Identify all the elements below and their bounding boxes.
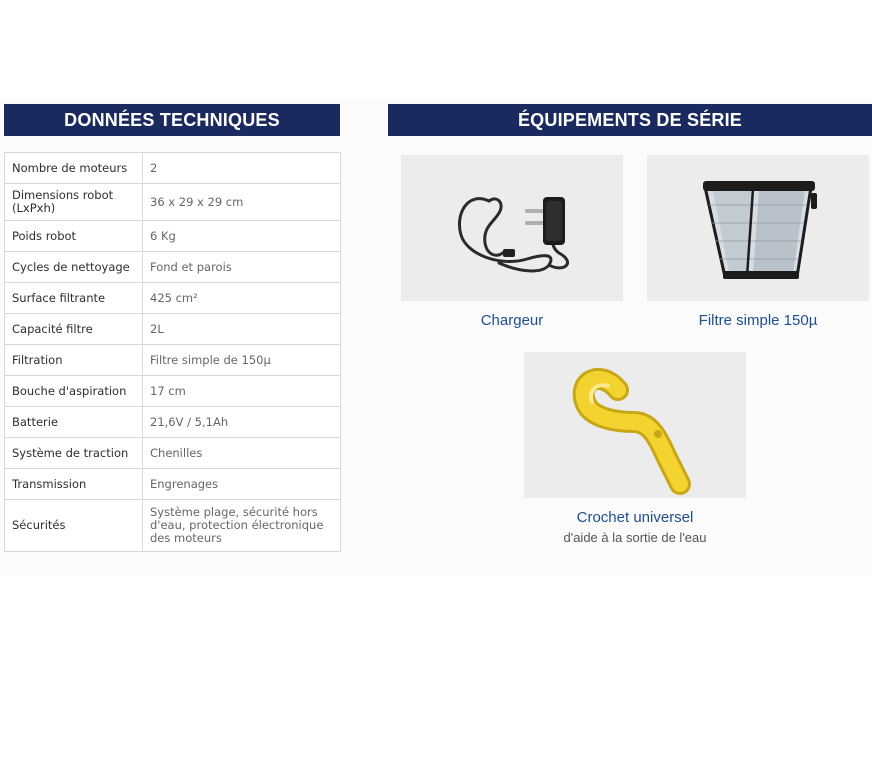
- standard-equipment-banner: ÉQUIPEMENTS DE SÉRIE: [388, 104, 872, 136]
- spec-value: 425 cm²: [143, 283, 341, 314]
- spec-value: 2L: [143, 314, 341, 345]
- charger-image: [401, 155, 623, 301]
- table-row: [5, 221, 341, 252]
- spec-label: Cycles de nettoyage: [5, 252, 143, 283]
- spec-label: Poids robot: [5, 221, 143, 252]
- spec-value: 6 Kg: [143, 221, 341, 252]
- table-row: [5, 469, 341, 500]
- charger-caption: Chargeur: [480, 312, 544, 329]
- spec-label: Bouche d'aspiration: [5, 376, 143, 407]
- table-row: [5, 153, 341, 184]
- spec-value: Chenilles: [143, 438, 341, 469]
- charger-icon: [401, 155, 623, 301]
- spec-label: Dimensions robot (LxPxh): [5, 184, 143, 221]
- spec-value: 17 cm: [143, 376, 341, 407]
- spec-label: Sécurités: [5, 500, 143, 552]
- spec-label: Surface filtrante: [5, 283, 143, 314]
- hook-subcaption: d'aide à la sortie de l'eau: [563, 530, 707, 545]
- filter-image: [647, 155, 869, 301]
- spec-label: Capacité filtre: [5, 314, 143, 345]
- filter-basket-icon: [647, 155, 869, 301]
- table-row: [5, 314, 341, 345]
- table-row: [5, 283, 341, 314]
- hook-icon: [524, 352, 746, 498]
- hook-caption: Crochet universel: [576, 509, 694, 526]
- table-row: [5, 252, 341, 283]
- table-row: [5, 500, 341, 552]
- table-row: [5, 407, 341, 438]
- spec-value: Système plage, sécurité hors d'eau, protection électronique des moteurs: [143, 500, 341, 552]
- spec-label: Nombre de moteurs: [5, 153, 143, 184]
- spec-label: Filtration: [5, 345, 143, 376]
- spec-value: Engrenages: [143, 469, 341, 500]
- spec-label: Transmission: [5, 469, 143, 500]
- spec-value: 21,6V / 5,1Ah: [143, 407, 341, 438]
- spec-value: Filtre simple de 150µ: [143, 345, 341, 376]
- table-row: [5, 438, 341, 469]
- specs-table: [4, 152, 341, 552]
- spec-value: Fond et parois: [143, 252, 341, 283]
- spec-value: 2: [143, 153, 341, 184]
- table-row: [5, 376, 341, 407]
- table-row: [5, 184, 341, 221]
- spec-label: Batterie: [5, 407, 143, 438]
- table-row: [5, 345, 341, 376]
- spec-value: 36 x 29 x 29 cm: [143, 184, 341, 221]
- technical-data-banner: DONNÉES TECHNIQUES: [4, 104, 340, 136]
- filter-caption: Filtre simple 150µ: [698, 312, 818, 329]
- hook-image: [524, 352, 746, 498]
- spec-label: Système de traction: [5, 438, 143, 469]
